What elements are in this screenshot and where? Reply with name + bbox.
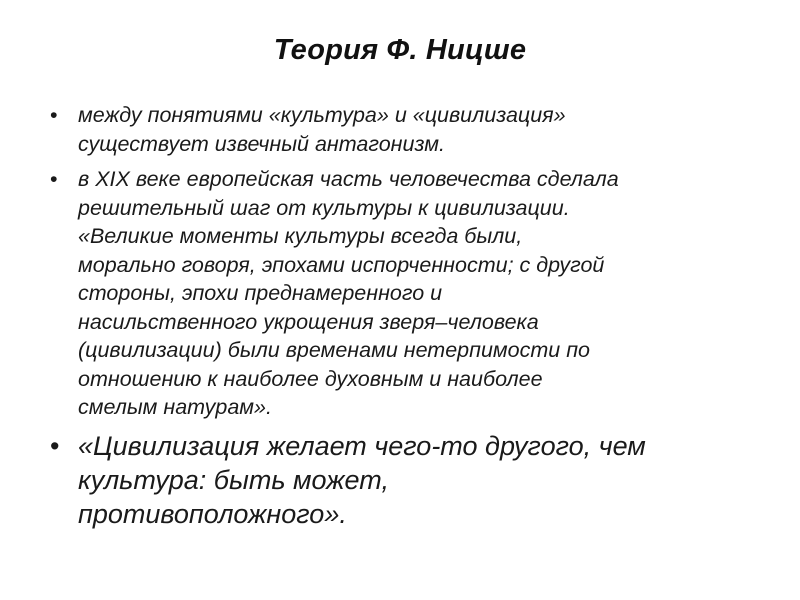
- bullet-item-civilization-quote: [44, 429, 744, 531]
- bullet-item-xix-century: [44, 165, 744, 422]
- bullet-icon: •: [50, 430, 60, 461]
- bullet-text: «Цивилизация желает чего-то другого, чем культура: быть может, противоположного».: [78, 430, 646, 529]
- bullet-icon: •: [50, 103, 58, 127]
- bullet-text: между понятиями «культура» и «цивилизация» существует извечный антагонизм.: [78, 103, 566, 156]
- bullet-item-antagonism: [44, 101, 744, 158]
- bullet-text: в XIX веке европейская часть человечества сделала решительный шаг от культуры к цивилизации. «Великие моменты культуры всегда были, морально говоря, эпохами испорченности; с другой стороны, эпохи преднамеренного и насильственного укрощения зверя–человека (цивилизации) были временами нетерпимости по отношению к наиболее духовным и наиболее смелым натурам».: [78, 167, 619, 419]
- bullet-icon: •: [50, 167, 58, 191]
- slide-title: Теория Ф. Ницше: [273, 34, 527, 66]
- bullet-list: [44, 101, 744, 531]
